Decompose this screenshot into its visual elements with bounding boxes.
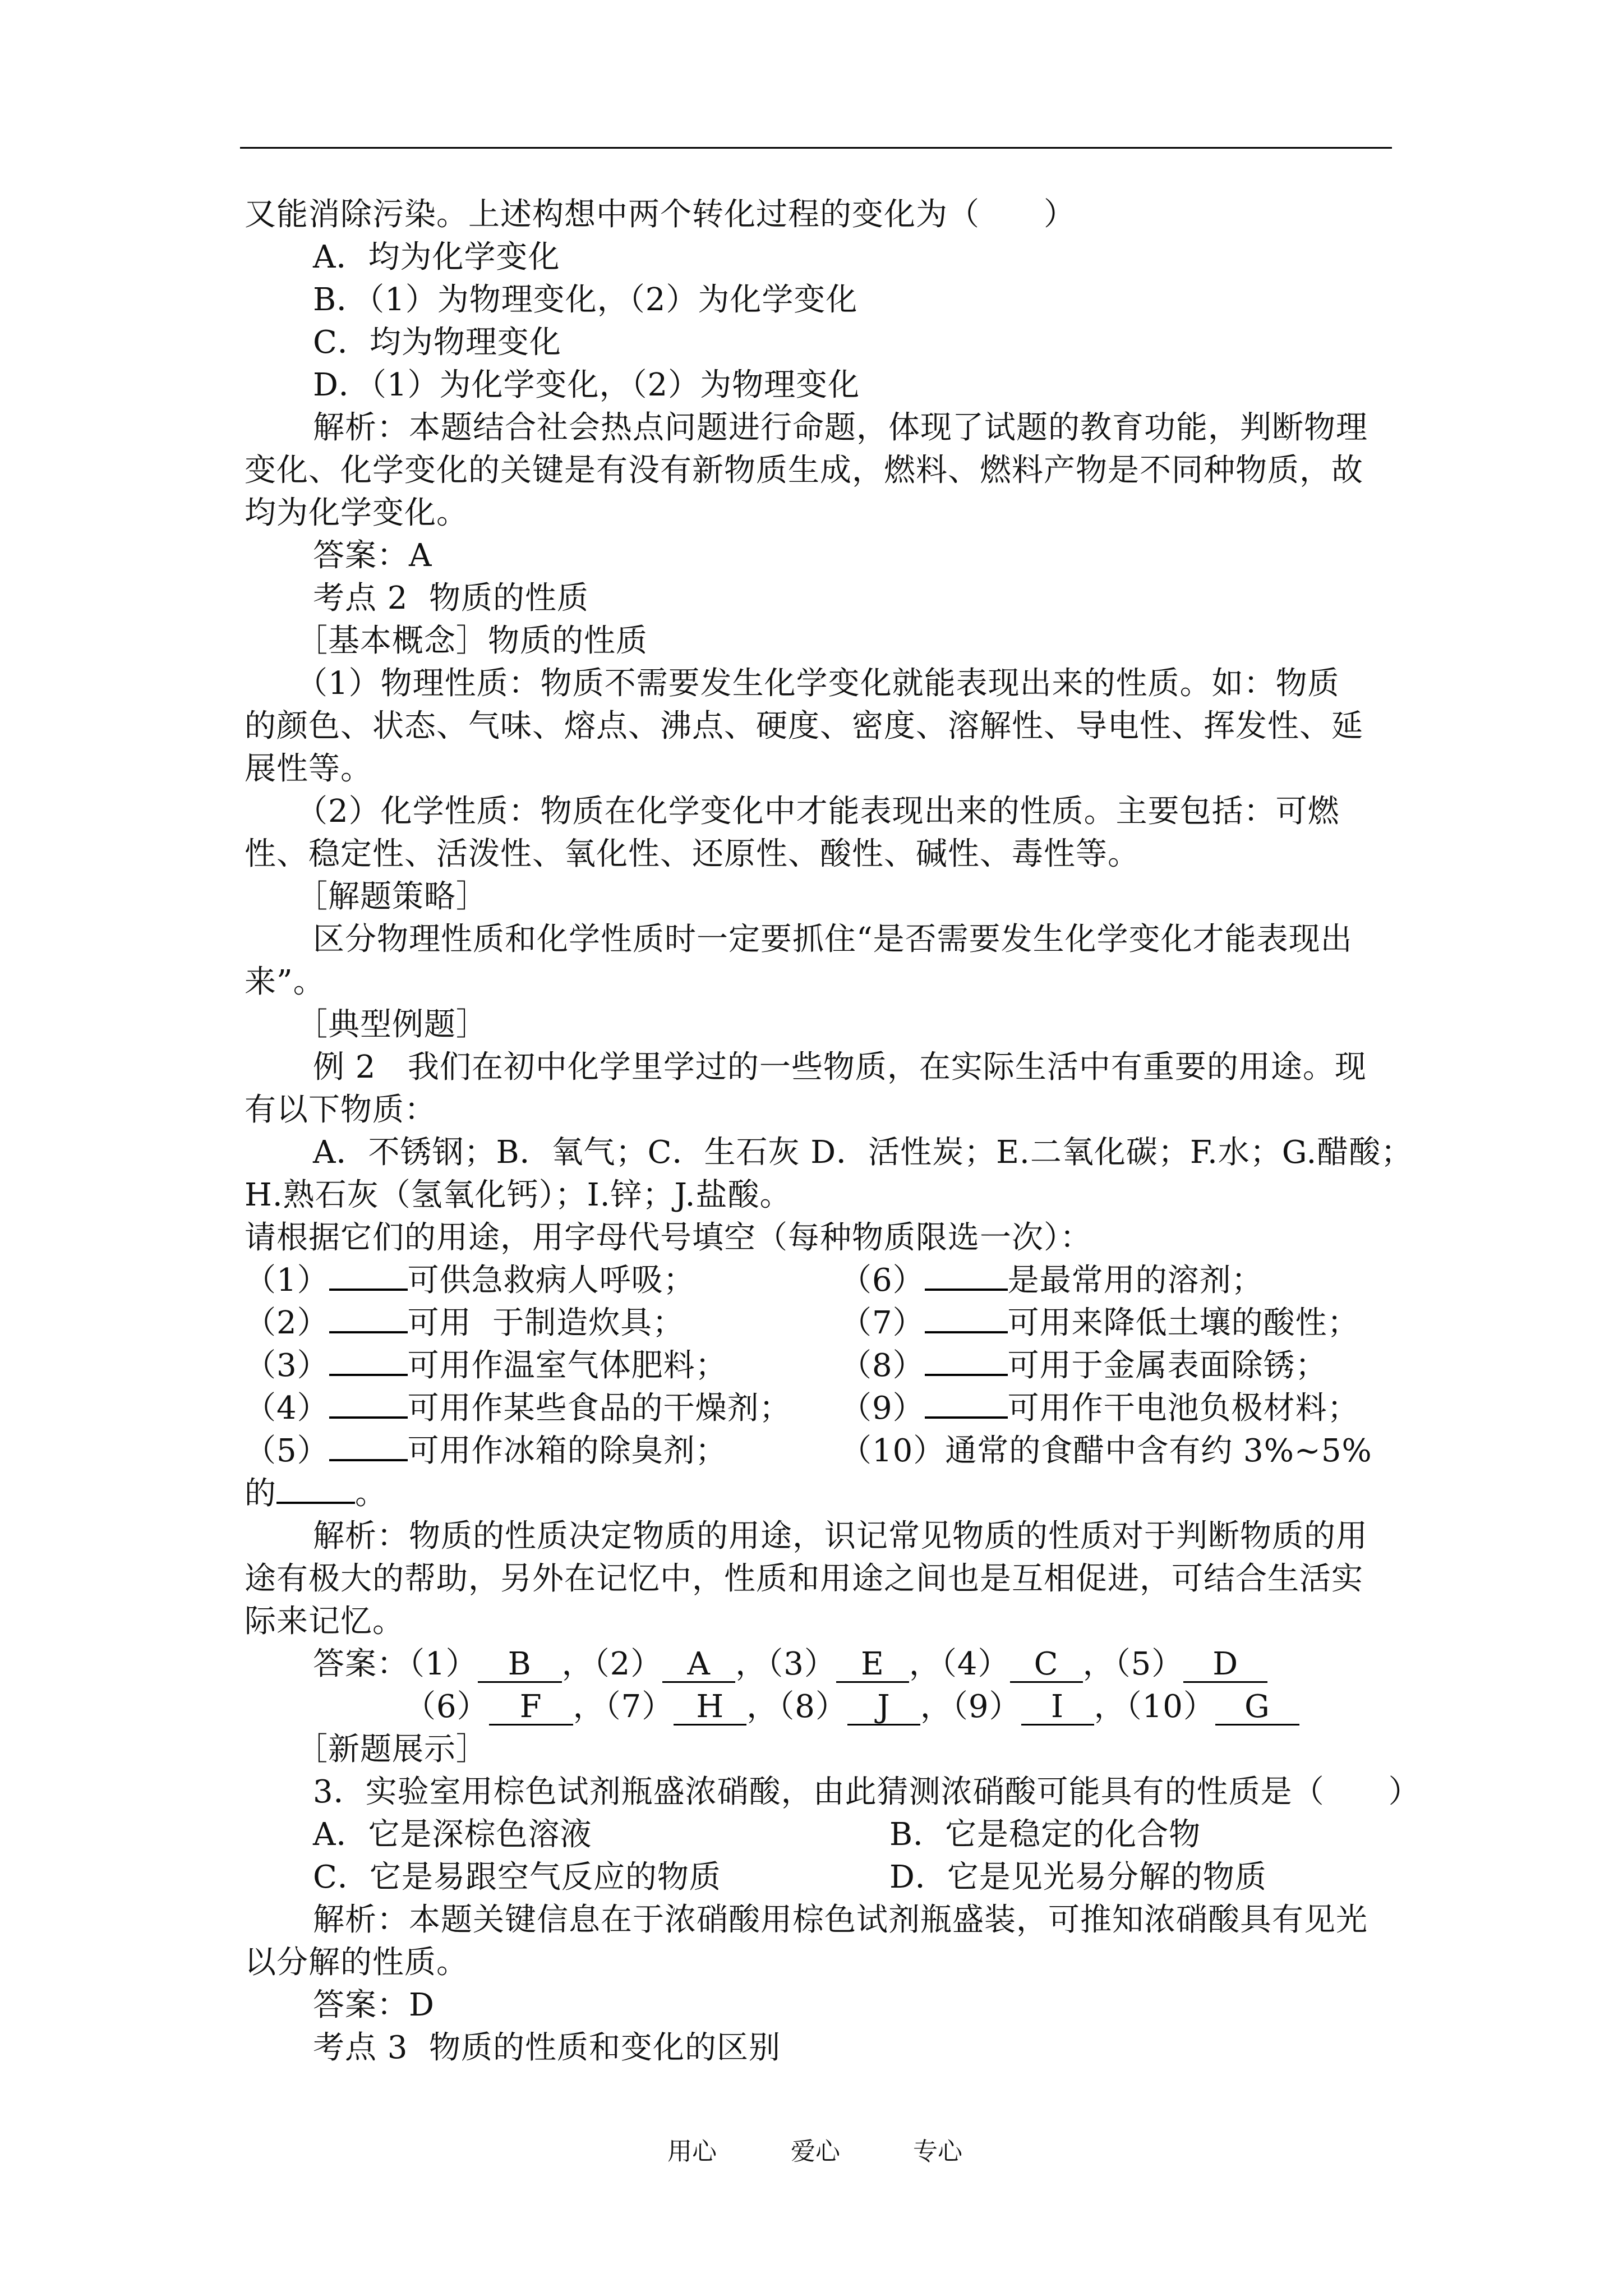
substance-list: H.熟石灰（氢氧化钙）；I.锌；J.盐酸。 xyxy=(245,1177,792,1213)
analysis-line: 均为化学变化。 xyxy=(245,495,468,531)
item-text: 可用于金属表面除锈； xyxy=(1007,1347,1327,1384)
answer-sep: ， xyxy=(909,1646,941,1682)
item-text: 是最常用的溶剂； xyxy=(1007,1262,1264,1299)
item-text: 可供急救病人呼吸； xyxy=(407,1262,695,1299)
item-text: 可用作干电池负极材料； xyxy=(1007,1390,1359,1427)
subsection-heading: ［典型例题］ xyxy=(296,1006,488,1043)
item-text: 可用作冰箱的除臭剂； xyxy=(407,1433,727,1469)
answer-sep: ， xyxy=(561,1646,594,1682)
answer-value: D xyxy=(1183,1648,1267,1683)
answer-value: E xyxy=(836,1648,909,1683)
answer-sep: ， xyxy=(746,1688,779,1725)
paragraph-line: 性、稳定性、活泼性、氧化性、还原性、酸性、碱性、毒性等。 xyxy=(245,836,1140,872)
item-text: 可用作某些食品的干燥剂； xyxy=(407,1390,791,1427)
analysis-line: 以分解的性质。 xyxy=(245,1944,468,1981)
item-number: （2） xyxy=(245,1305,329,1341)
answer-row xyxy=(245,1686,1394,1728)
page-content xyxy=(245,194,1421,2069)
answer-value: C xyxy=(1010,1648,1083,1683)
answer-row xyxy=(245,1643,1394,1686)
answer-value: A xyxy=(662,1648,735,1683)
answer-blank xyxy=(329,1259,408,1291)
answer-blank xyxy=(329,1430,408,1461)
option-c: C．均为物理变化 xyxy=(313,324,561,361)
item-text: （10）通常的食醋中含有约 3%~5% xyxy=(840,1433,1372,1469)
answer-number: （6） xyxy=(404,1688,489,1725)
subsection-heading: ［基本概念］物质的性质 xyxy=(296,623,648,659)
item-number: （9） xyxy=(840,1390,925,1427)
analysis-line: 途有极大的帮助，另外在记忆中，性质和用途之间也是互相促进，可结合生活实 xyxy=(245,1561,1363,1597)
paragraph-line: 区分物理性质和化学性质时一定要抓住“是否需要发生化学变化才能表现出 xyxy=(313,921,1353,958)
answer-blank xyxy=(276,1473,355,1504)
option-d: D．它是见光易分解的物质 xyxy=(889,1859,1267,1895)
answer-number: （7） xyxy=(605,1688,674,1725)
fill-row xyxy=(245,1345,1394,1387)
answer-blank xyxy=(329,1345,408,1376)
option-a: A．均为化学变化 xyxy=(313,239,560,275)
item-text: 可用来降低土壤的酸性； xyxy=(1007,1305,1359,1341)
item-number: （4） xyxy=(245,1390,329,1427)
answer-line: 答案：A xyxy=(313,537,432,574)
answer-number: （8） xyxy=(778,1688,847,1725)
item-text: 可用 于制造炊具； xyxy=(407,1305,685,1341)
option-a: A．它是深棕色溶液 xyxy=(313,1816,592,1853)
instruction-line: 请根据它们的用途，用字母代号填空（每种物质限选一次）： xyxy=(245,1220,1092,1256)
paragraph-line: 展性等。 xyxy=(245,751,372,787)
answer-sep: ， xyxy=(573,1688,605,1725)
answer-value: F xyxy=(489,1690,573,1726)
fill-row xyxy=(245,1387,1394,1430)
item-text: 的 xyxy=(245,1475,276,1512)
question-line: 3．实验室用棕色试剂瓶盛浓硝酸，由此猜测浓硝酸可能具有的性质是（ ） xyxy=(313,1774,1421,1810)
option-c: C．它是易跟空气反应的物质 xyxy=(313,1859,721,1895)
answer-value: I xyxy=(1021,1690,1094,1726)
answer-blank xyxy=(925,1259,1008,1291)
fill-row xyxy=(245,1430,1394,1473)
answer-number: （9） xyxy=(952,1688,1021,1725)
analysis-line: 解析：本题关键信息在于浓硝酸用棕色试剂瓶盛装，可推知浓硝酸具有见光 xyxy=(313,1902,1368,1938)
fill-row xyxy=(245,1302,1394,1345)
text-line: 又能消除污染。上述构想中两个转化过程的变化为（ ） xyxy=(245,196,1076,233)
answer-number: （4） xyxy=(940,1646,1010,1682)
answer-blank xyxy=(925,1302,1008,1333)
paragraph-line: （1）物理性质：物质不需要发生化学变化就能表现出来的性质。如：物质 xyxy=(296,665,1340,702)
subsection-heading: ［解题策略］ xyxy=(296,878,488,915)
analysis-line: 变化、化学变化的关键是有没有新物质生成，燃料、燃料产物是不同种物质，故 xyxy=(245,452,1363,489)
paragraph-line: 的颜色、状态、气味、熔点、沸点、硬度、密度、溶解性、导电性、挥发性、延 xyxy=(245,708,1363,744)
footer-text: 爱心 xyxy=(791,2137,840,2166)
item-number: （3） xyxy=(245,1347,329,1384)
answer-blank xyxy=(329,1302,408,1333)
answer-sep: ， xyxy=(920,1688,952,1725)
answer-number: （1） xyxy=(409,1646,478,1682)
item-text: 可用作温室气体肥料； xyxy=(407,1347,727,1384)
answer-number: （3） xyxy=(767,1646,836,1682)
answer-value: J xyxy=(847,1690,920,1726)
option-b: B．它是稳定的化合物 xyxy=(889,1816,1201,1853)
item-number: （5） xyxy=(245,1433,329,1469)
item-number: （6） xyxy=(840,1262,925,1299)
example-line: 例 2 我们在初中化学里学过的一些物质，在实际生活中有重要的用途。现 xyxy=(313,1049,1367,1085)
paragraph-line: （2）化学性质：物质在化学变化中才能表现出来的性质。主要包括：可燃 xyxy=(296,793,1340,830)
header-rule xyxy=(240,147,1392,149)
subsection-heading: ［新题展示］ xyxy=(296,1731,488,1768)
answer-value: G xyxy=(1215,1690,1299,1726)
answer-number: （5） xyxy=(1114,1646,1184,1682)
answer-sep: ， xyxy=(1082,1646,1115,1682)
footer-text: 用心 xyxy=(667,2137,717,2166)
answer-number: （10） xyxy=(1126,1688,1215,1725)
footer-text: 专心 xyxy=(913,2137,962,2166)
answer-blank xyxy=(329,1387,408,1419)
example-line: 有以下物质： xyxy=(245,1092,436,1128)
answer-number: （2） xyxy=(593,1646,663,1682)
paragraph-line: 来”。 xyxy=(245,964,325,1000)
option-d: D．（1）为化学变化，（2）为物理变化 xyxy=(313,367,860,403)
options-row xyxy=(245,1814,1394,1856)
fill-row-tail xyxy=(245,1473,1394,1515)
option-b: B．（1）为物理变化，（2）为化学变化 xyxy=(313,282,858,318)
section-heading: 考点 3 物质的性质和变化的区别 xyxy=(313,2030,781,2066)
item-number: （7） xyxy=(840,1305,925,1341)
answer-value: H xyxy=(674,1690,746,1726)
answer-value: B xyxy=(478,1648,562,1683)
substance-list: A．不锈钢；B．氧气；C．生石灰 D．活性炭；E.二氧化碳；F.水；G.醋酸； xyxy=(313,1134,1413,1171)
answer-sep: ， xyxy=(1094,1688,1126,1725)
analysis-line: 解析：本题结合社会热点问题进行命题，体现了试题的教育功能，判断物理 xyxy=(313,409,1368,446)
analysis-line: 际来记忆。 xyxy=(245,1603,404,1640)
fill-row xyxy=(245,1259,1394,1302)
section-heading: 考点 2 物质的性质 xyxy=(313,580,589,616)
answer-blank xyxy=(925,1345,1008,1376)
answer-blank xyxy=(925,1387,1008,1419)
answer-line: 答案：D xyxy=(313,1987,435,2023)
item-text: 。 xyxy=(355,1475,387,1512)
analysis-line: 解析：物质的性质决定物质的用途，识记常见物质的性质对于判断物质的用 xyxy=(313,1518,1368,1554)
item-number: （1） xyxy=(245,1262,329,1299)
options-row xyxy=(245,1856,1394,1899)
answer-sep: ， xyxy=(735,1646,768,1682)
item-number: （8） xyxy=(840,1347,925,1384)
answer-label: 答案： xyxy=(313,1646,409,1682)
